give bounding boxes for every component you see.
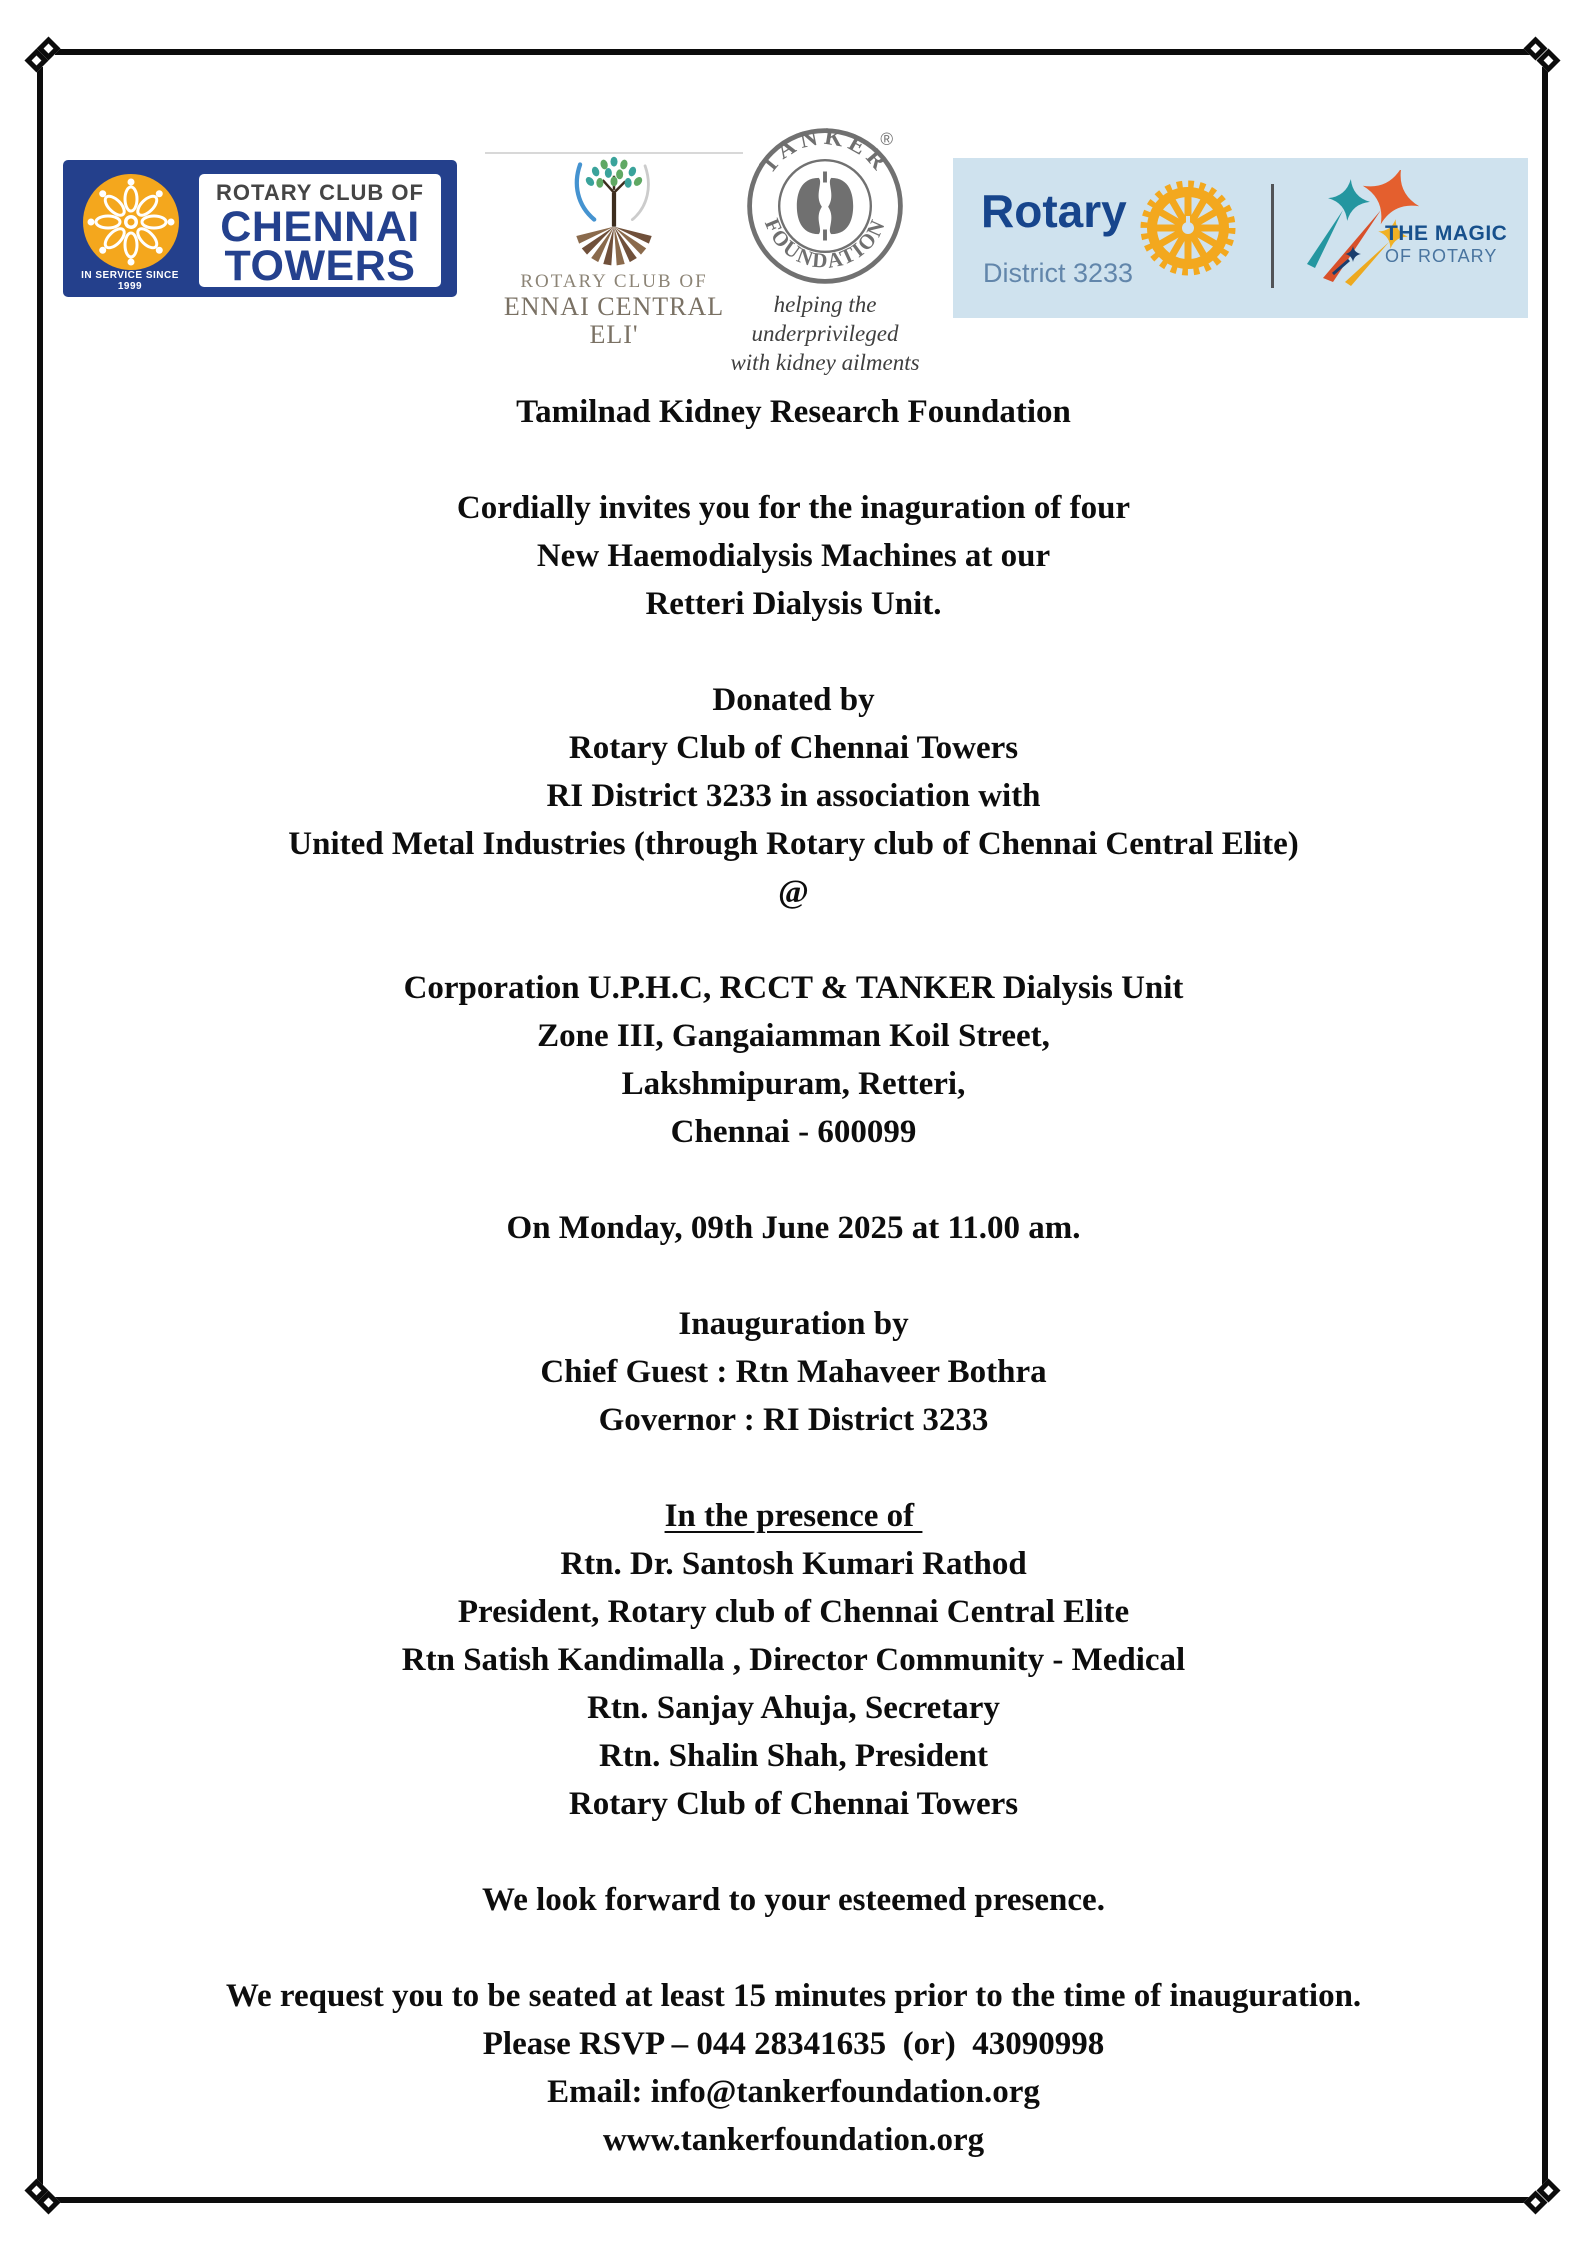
- intro-line: New Haemodialysis Machines at our: [536, 538, 1051, 574]
- intro-line: Retteri Dialysis Unit.: [645, 586, 942, 622]
- footer-line: Email: info@tankerfoundation.org: [547, 2074, 1040, 2110]
- central-elite-label-line1: ROTARY CLUB OF: [520, 271, 708, 292]
- donated-line: United Metal Industries (through Rotary club of Chennai Central Elite): [288, 826, 1299, 862]
- page-title: Tamilnad Kidney Research Foundation: [516, 394, 1071, 430]
- central-elite-label-line2: ENNAI CENTRAL ELI': [503, 292, 725, 349]
- logo-tanker-foundation: [700, 122, 950, 375]
- chennai-towers-tagline: IN SERVICE SINCE 1999: [81, 270, 179, 292]
- inauguration-line: Inauguration by: [678, 1306, 909, 1342]
- tanker-tagline-line2: with kidney ailments: [730, 350, 920, 375]
- inauguration-line: Chief Guest : Rtn Mahaveer Bothra: [540, 1354, 1047, 1390]
- presence-line: Rotary Club of Chennai Towers: [568, 1786, 1019, 1822]
- intro-line: Cordially invites you for the inaguration of four: [456, 490, 1131, 526]
- divider: [1271, 184, 1274, 288]
- closing-line: We look forward to your esteemed presence.: [482, 1882, 1105, 1918]
- footer-line: www.tankerfoundation.org: [602, 2122, 985, 2158]
- datetime-line: On Monday, 09th June 2025 at 11.00 am.: [506, 1210, 1081, 1246]
- chennai-towers-name-line2: TOWERS: [224, 242, 416, 290]
- rotary-wheel-icon: [1138, 178, 1238, 278]
- chennai-towers-nameplate: [197, 172, 443, 289]
- venue-line: Lakshmipuram, Retteri,: [621, 1066, 966, 1102]
- magic-label-line2: OF ROTARY: [1385, 246, 1498, 266]
- invitation-body: [44, 388, 1543, 2164]
- presence-line: Rtn. Sanjay Ahuja, Secretary: [587, 1690, 1000, 1726]
- presence-heading-text: In the presence of: [664, 1498, 923, 1534]
- chennai-towers-name-line1: CHENNAI: [220, 203, 420, 251]
- chennai-towers-prefix: ROTARY CLUB OF: [216, 180, 424, 205]
- chennai-towers-emblem-icon: [81, 172, 181, 272]
- logo-rotary-district: [953, 158, 1528, 318]
- footer-line: Please RSVP – 044 28341635 (or) 43090998: [482, 2026, 1105, 2062]
- presence-line: Rtn. Shalin Shah, President: [598, 1738, 989, 1774]
- presence-line: President, Rotary club of Chennai Central Elite: [457, 1594, 1130, 1630]
- tanker-arc-bottom-label: FOUNDATION: [759, 214, 891, 273]
- presence-line: Rtn. Dr. Santosh Kumari Rathod: [560, 1546, 1027, 1582]
- central-elite-tree-icon: [539, 156, 689, 269]
- venue-line: Chennai - 600099: [670, 1114, 917, 1150]
- footer-line: We request you to be seated at least 15 minutes prior to the time of inauguration.: [225, 1978, 1362, 2014]
- rotary-wordmark: Rotary: [981, 185, 1127, 237]
- registered-mark: ®: [880, 128, 894, 149]
- presence-heading: [44, 1492, 1543, 1540]
- tanker-arc-top-label: TANKER: [755, 123, 895, 179]
- district-label: District 3233: [983, 258, 1134, 288]
- donated-line: Donated by: [712, 682, 875, 718]
- tanker-seal-icon: [741, 122, 909, 290]
- inauguration-line: Governor : RI District 3233: [598, 1402, 989, 1438]
- presence-line: Rtn Satish Kandimalla , Director Community - Medical: [401, 1642, 1186, 1678]
- tanker-tagline-line1: helping the underprivileged: [751, 292, 899, 346]
- kidneys-icon: [797, 172, 853, 241]
- venue-line: Corporation U.P.H.C, RCCT & TANKER Dialysis Unit: [403, 970, 1184, 1006]
- at-symbol: @: [778, 874, 809, 910]
- venue-line: Zone III, Gangaiamman Koil Street,: [537, 1018, 1050, 1054]
- magic-label-line1: THE MAGIC: [1385, 222, 1508, 245]
- donated-line: RI District 3233 in association with: [546, 778, 1041, 814]
- donated-line: Rotary Club of Chennai Towers: [568, 730, 1019, 766]
- logo-chennai-towers: [63, 160, 457, 297]
